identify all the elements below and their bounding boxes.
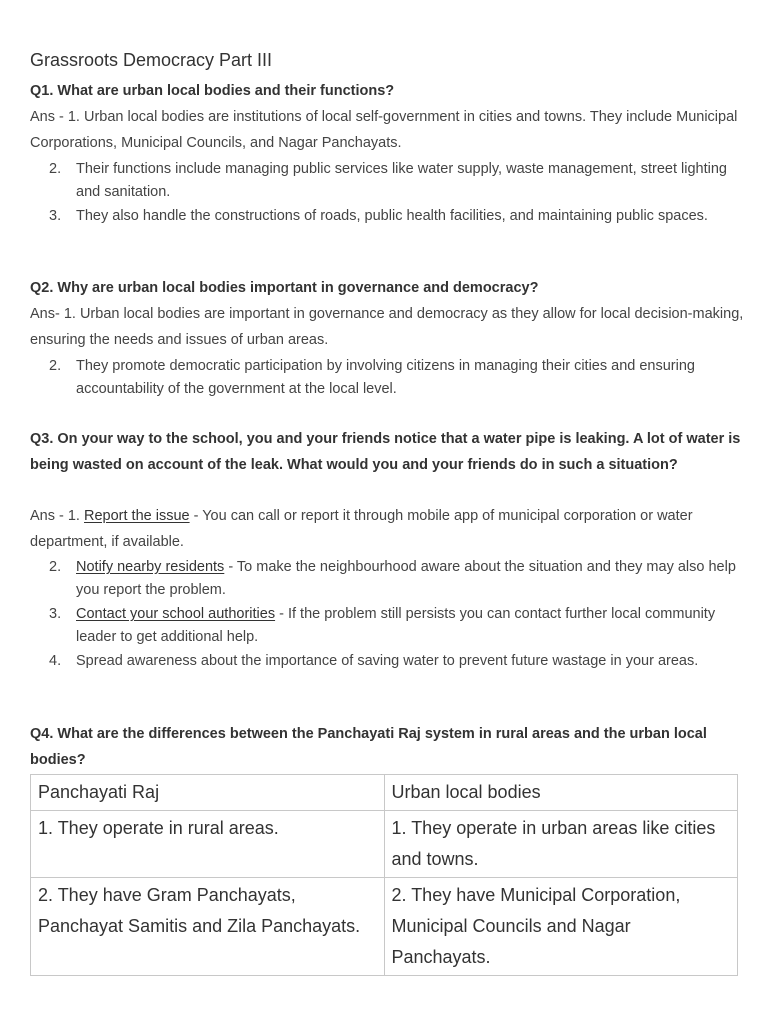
table-cell: 1. They operate in urban areas like cities and towns. [384,811,738,878]
answer-prefix: Ans - 1. [30,508,84,524]
answer-1-intro: Ans - 1. Urban local bodies are institutions of local self-government in cities and towns. They include Municipal Corporations, Municipal Councils, and Nagar Panchayats. [30,109,738,151]
table-row [31,878,738,976]
table-cell: 1. They operate in rural areas. [31,811,385,878]
question-1: Q1. What are urban local bodies and their functions? [30,83,395,99]
table-header-row [31,775,738,811]
answer-2-intro: Ans- 1. Urban local bodies are important in governance and democracy as they allow for local decision-making, ensuring the needs and issues of urban areas. [30,306,744,348]
question-4: Q4. What are the differences between the Panchayati Raj system in rural areas and the urban local bodies? [30,726,707,768]
list-number: 2. [49,559,62,575]
list-text: They also handle the constructions of roads, public health facilities, and maintaining public spaces. [76,208,708,224]
list-number: 2. [49,358,62,374]
list-title: Contact your school authorities [76,606,276,622]
comparison-table [30,774,738,976]
list-item [30,650,745,673]
list-text: - If the problem still persists you can contact further local community leader to get additional help. [76,606,716,645]
list-number: 4. [49,653,62,669]
list-item [30,158,745,204]
question-2: Q2. Why are urban local bodies important in governance and democracy? [30,280,539,296]
table-header: Panchayati Raj [31,775,385,811]
list-title: Notify nearby residents [76,559,225,575]
list-text: They promote democratic participation by involving citizens in managing their cities and ensuring accountability of the government at the local level. [76,358,695,397]
question-3: Q3. On your way to the school, you and your friends notice that a water pipe is leaking. A lot of water is being wasted on account of the leak. What would you and your friends do in such a situation? [30,431,741,473]
table-cell: 2. They have Municipal Corporation, Municipal Councils and Nagar Panchayats. [384,878,738,976]
list-item [30,355,745,401]
list-text: Their functions include managing public services like water supply, waste management, street lighting and sanitation. [76,161,727,200]
answer-title: Report the issue [84,508,190,524]
list-number: 2. [49,161,62,177]
list-item [30,556,745,602]
list-text: Spread awareness about the importance of saving water to prevent future wastage in your areas. [76,653,699,669]
page-title: Grassroots Democracy Part III [30,50,273,70]
list-text: - To make the neighbourhood aware about the situation and they may also help you report the problem. [76,559,736,598]
table-header: Urban local bodies [384,775,738,811]
answer-text: - You can call or report it through mobile app of municipal corporation or water department, if available. [30,508,693,550]
list-item [30,205,745,228]
list-number: 3. [49,208,62,224]
table-row [31,811,738,878]
list-number: 3. [49,606,62,622]
table-cell: 2. They have Gram Panchayats, Panchayat Samitis and Zila Panchayats. [31,878,385,976]
list-item [30,603,745,649]
answer-3-intro [30,503,745,555]
